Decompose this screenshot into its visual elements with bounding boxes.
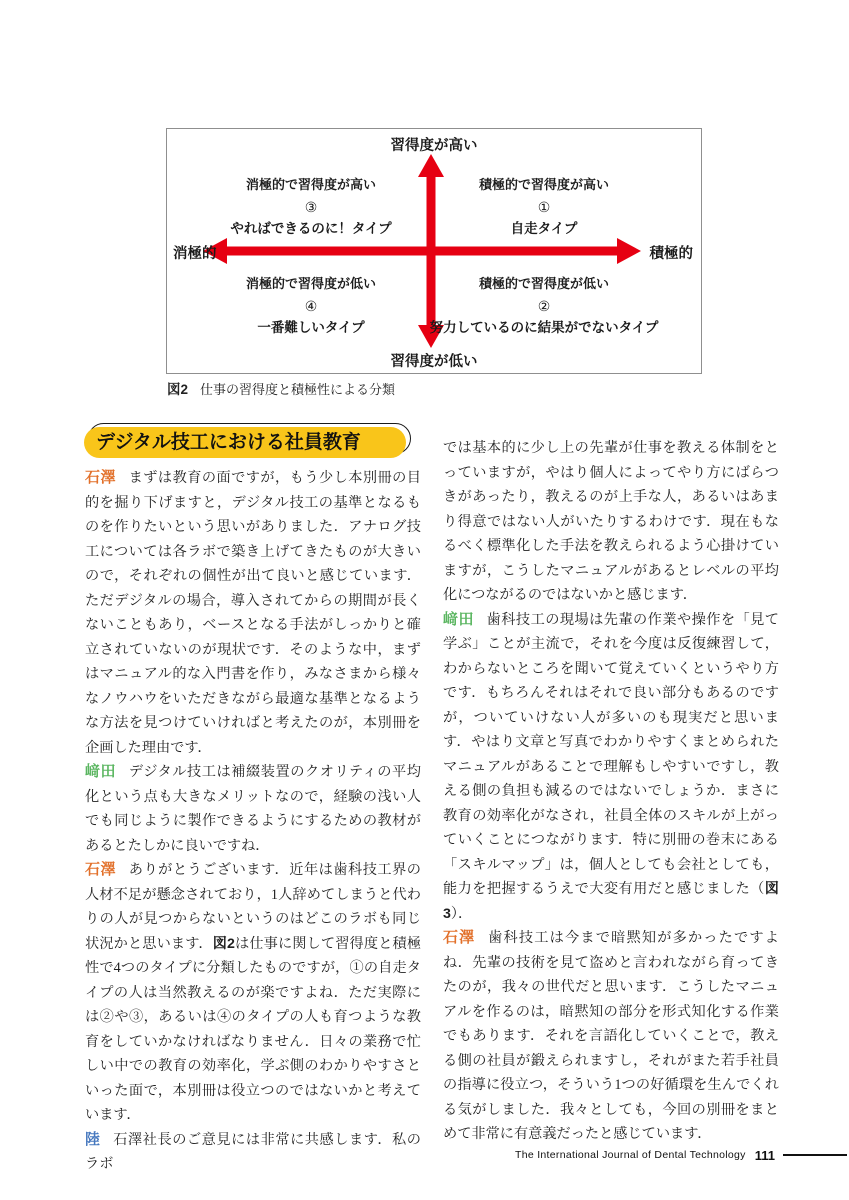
quadrant-type: 一番難しいタイプ: [257, 320, 365, 335]
speaker-name: 石澤: [85, 861, 117, 878]
quadrant-number: ①: [537, 199, 551, 215]
dialogue-paragraph: [443, 926, 779, 1147]
quadrant-desc: 積極的で習得度が高い: [478, 177, 609, 192]
quadrant-type: 自走タイプ: [510, 221, 578, 236]
dialogue-paragraph: [443, 436, 779, 608]
dialogue-text: デジタル技工は補綴装置のクオリティの平均化という点も大きなメリットなので，経験の浅い人でも同じように製作できるようにするための教材があるとたしかに良いですね．: [85, 764, 421, 854]
figure-reference: 図2: [212, 935, 235, 952]
quadrant-number: ③: [304, 199, 318, 215]
dialogue-paragraph: [85, 466, 421, 760]
speaker-name: 﨑田: [85, 763, 117, 780]
speaker-name: 石澤: [85, 469, 116, 486]
section-heading: [84, 427, 406, 458]
quadrant-desc: 積極的で習得度が低い: [478, 276, 609, 291]
figure-caption: [167, 378, 395, 398]
quadrant-3-label: [181, 174, 441, 240]
dialogue-paragraph: [85, 760, 421, 858]
dialogue-paragraph: [85, 1128, 421, 1177]
journal-title: The International Journal of Dental Technology: [514, 1149, 746, 1161]
dialogue-text: ）．: [450, 905, 473, 922]
dialogue-text: ありがとうございます．近年は歯科技工界の人材不足が懸念されており，1人辞めてしまうと代わりの人が見つからないというのはどこのラボも同じ状況かと思います．: [85, 862, 421, 952]
axis-label-passive: 消極的: [173, 246, 217, 262]
quadrant-type: 努力しているのに結果がでないタイプ: [429, 320, 659, 335]
quadrant-4-label: [181, 273, 441, 339]
dialogue-text: 歯科技工は今まで暗黙知が多かったですよね．先輩の技術を見て盗めと言われながら育ってきたのが，我々の世代だと思います．こうしたマニュアルを作るのは，暗黙知の部分を形式知化する作業でもあります．それを言語化していくことで，教える側の社員が鍛えられますし，それがまた若手社員の指導に役立つ，そういう1つの好循環を生んでくれる気がしました．我々としても，今回の別冊をまとめて非常に有意義だったと感じています．: [443, 930, 779, 1142]
dialogue-paragraph: [443, 608, 779, 927]
quadrant-number: ④: [304, 298, 318, 314]
dialogue-text: 石澤社長のご意見には非常に共感します．私のラボ: [85, 1131, 421, 1172]
axis-label-high-mastery: 習得度が高い: [390, 138, 478, 154]
quadrant-1-label: [414, 174, 674, 240]
speaker-name: 﨑田: [443, 610, 474, 628]
axis-label-low-mastery: 習得度が低い: [390, 354, 478, 370]
footer-rule: [783, 1154, 847, 1156]
speaker-name: 石澤: [443, 929, 476, 946]
figure-caption-text: 仕事の習得度と積極性による分類: [200, 382, 396, 397]
quadrant-desc: 消極的で習得度が低い: [245, 276, 376, 291]
quadrant-type: やればできるのに！タイプ: [230, 221, 392, 236]
axis-label-active: 積極的: [649, 246, 693, 262]
dialogue-text: まずは教育の面ですが，もう少し本別冊の目的を掘り下げますと，デジタル技工の基準となるものを作りたいという思いがありました．アナログ技工については各ラボで築き上げてきたものが大きいので，それぞれの個性が出て良いと感じています．ただデジタルの場合，導入されてからの期間が長くないこともあり，ベースとなる手法がしっかりと確立されていないのが現状です．そのような中，まずはマニュアル的な入門書を作り，みなさまから様々なノウハウをいただきながら最適な基準となるような方法を見つけていければと考えたのが，本別冊を企画した理由です．: [85, 470, 421, 756]
speaker-name: 陸: [85, 1130, 101, 1148]
quadrant-desc: 消極的で習得度が高い: [245, 177, 376, 192]
quadrant-2-label: [414, 273, 674, 339]
section-heading-pill: デジタル技工における社員教育: [84, 427, 406, 458]
dialogue-paragraph: [85, 858, 421, 1128]
figure-reference: 図3: [443, 881, 779, 922]
dialogue-text: では基本的に少し上の先輩が仕事を教える体制をとっていますが，やはり個人によってやり方にばらつきがあったり，教えるのが上手な人，あるいはあまり得意ではない人がいたりするわけです．現在もなるべく標準化した手法を教えられるよう心掛けていますが，こうしたマニュアルがあるとレベルの平均化につながるのではないかと感じます．: [443, 440, 779, 603]
figure-2-quadrant-chart: [166, 128, 702, 374]
figure-caption-label: 図2: [167, 382, 189, 397]
dialogue-text: 歯科技工の現場は先輩の作業や操作を「見て学ぶ」ことが主流で，それを今度は反復練習して，わからないところを聞いて覚えていくというやり方です．もちろんそれはそれで良い部分もあるのですが，ついていけない人が多いのも現実だと思います．やはり文章と写真でわかりやすくまとめられたマニュアルがあることで理解もしやすいですし，教える側の負担も減るのではないでしょうか．まさに教育の効率化がなされ，社員全体のスキルが上がっていくことにつながります．特に別冊の巻末にある「スキルマップ」は，個人としても会社としても，能力を把握するうえで大変有用だと感じました（: [443, 611, 779, 897]
dialogue-text: は仕事に関して習得度と積極性で4つのタイプに分類したものですが，①の自走タイプの人は当然教えるのが楽ですよね．ただ実際には②や③，あるいは④のタイプの人も育つような教育をしていかなければなりません．日々の業務で忙しい中での教育の効率化，学ぶ側のわかりやすさといった面で，本別冊は役立つのではないかと考えています．: [85, 935, 422, 1123]
article-column-left: [85, 466, 421, 1177]
article-column-right: [443, 436, 779, 1147]
page-number: 111: [754, 1147, 775, 1163]
page-footer: [500, 1144, 847, 1166]
quadrant-number: ②: [537, 298, 551, 314]
